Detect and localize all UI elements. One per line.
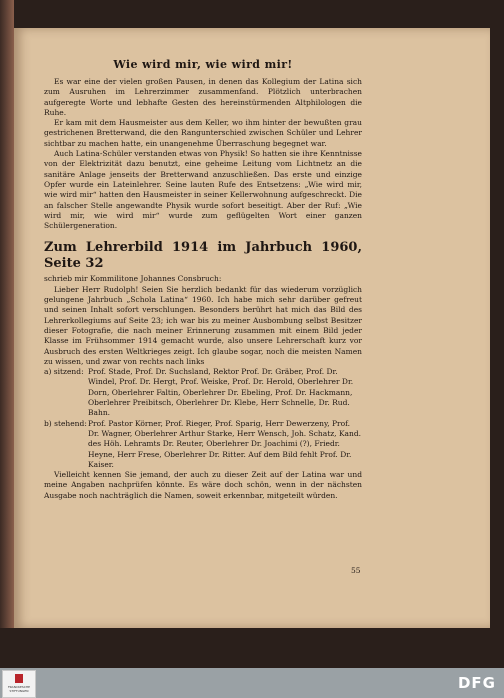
intro-line: schrieb mir Kommilitone Johannes Consbruch: [44, 274, 222, 284]
paragraph: Es war eine der vielen großen Pausen, in denen das Kollegium der Latina sich zum Ausruhen im Lehrerzimmer zusammenfand. Plötzlich unterbrachen aufgeregte Worte und lebhafte Gesten des hereinstürmenden Altphilologen die Ruhe. [44, 77, 362, 117]
page-content [44, 58, 362, 501]
logo-caption: FRANCKESCHE STIFTUNGEN [7, 685, 31, 693]
article-title: Zum Lehrerbild 1914 im Jahrbuch 1960, Seite 32 [44, 240, 362, 272]
list-label: b) stehend: [44, 418, 87, 428]
logo-mark-icon [15, 674, 23, 683]
name-list [44, 367, 362, 470]
paragraph: Vielleicht kennen Sie jemand, der auch zu dieser Zeit auf der Latina war und meine Angaben nachprüfen könnte. Es wäre doch schön, wenn in der nächsten Ausgabe noch nachträglich die Namen, soweit erkennbar, mitgeteilt würden. [44, 470, 362, 500]
list-text: Prof. Stade, Prof. Dr. Suchsland, Rektor Prof. Dr. Gräber, Prof. Dr. Windel, Prof. Dr. Hergt, Prof. Weiske, Prof. Dr. Herold, Oberlehrer Dr. Dorn, Oberlehrer Faltin, Oberlehrer Dr. Ebeling, Prof. Dr. Hackmann, Oberlehrer Preibitsch, Oberlehrer Dr. Klebe, Herr Schnelle, Dr. Rud. Bahn. [88, 367, 354, 418]
dfg-logo[interactable]: DFG [457, 674, 496, 692]
article-title: Wie wird mir, wie wird mir! [113, 58, 293, 71]
list-label: a) sitzend: [44, 367, 84, 377]
paragraph: Auch Latina-Schüler verstanden etwas von Physik! So hatten sie ihre Kenntnisse von der Elektrizität dazu benutzt, eine geheime Leitung vom Lichtnetz an die sanitäre Anlage jenseits der Bretterwand anzuschließen. Das erste und einzige Opfer wurde ein Lateinlehrer. Seine lauten Rufe des Entsetzens: „Wie wird mir, wie wird mir“ hatten den Hausmeister in seiner Kellerwohnung aufgeschreckt. Die an falscher Stelle angewandte Physik wurde sofort beseitigt. Aber der Ruf: „Wie wird mir, wie wird mir“ wurde zum geflügelten Wort einer ganzen Schülergeneration. [44, 149, 362, 231]
viewer-footer [0, 668, 504, 698]
book-spine [0, 0, 14, 628]
page-number: 55 [351, 566, 361, 575]
institution-logo[interactable] [2, 670, 36, 698]
paragraph: Er kam mit dem Hausmeister aus dem Keller, wo ihm hinter der bewußten grau gestrichenen Bretterwand, die den Rangunterschied zwischen Schüler und Lehrer sichtbar zu machen hatte, ein unangenehme Überraschung begegnet war. [44, 118, 362, 148]
paragraph: Lieber Herr Rudolph! Seien Sie herzlich bedankt für das wiederum vorzüglich gelungene Jahrbuch „Schola Latina“ 1960. Ich habe mich sehr darüber gefreut und seinen Inhalt sofort verschlungen. Besonders berührt hat mich das Bild des Lehrerkollegiums auf Seite 23; ich war bis zu meiner Ausbombung selbst Besitzer dieser Fotografie, die nach meiner Erinnerung zusammen mit einem Bild jeder Klasse im Frühsommer 1914 gemacht wurde, also unsere Lehrerschaft kurz vor Ausbruch des ersten Weltkrieges zeigt. Ich glaube sogar, noch die meisten Namen zu wissen, und zwar von rechts nach links [44, 284, 362, 366]
list-text: Prof. Pastor Körner, Prof. Rieger, Prof. Sparig, Herr Dewerzeny, Prof. Dr. Wagner, Oberlehrer Arthur Starke, Herr Wensch, Joh. Schatz, Kand. des Höh. Lehramts Dr. Reuter, Oberlehrer Dr. Joachimi (?), Friedr. Heyne, Herr Frese, Oberlehrer Dr. Ritter. Auf dem Bild fehlt Prof. Dr. Kaiser. [88, 418, 362, 469]
